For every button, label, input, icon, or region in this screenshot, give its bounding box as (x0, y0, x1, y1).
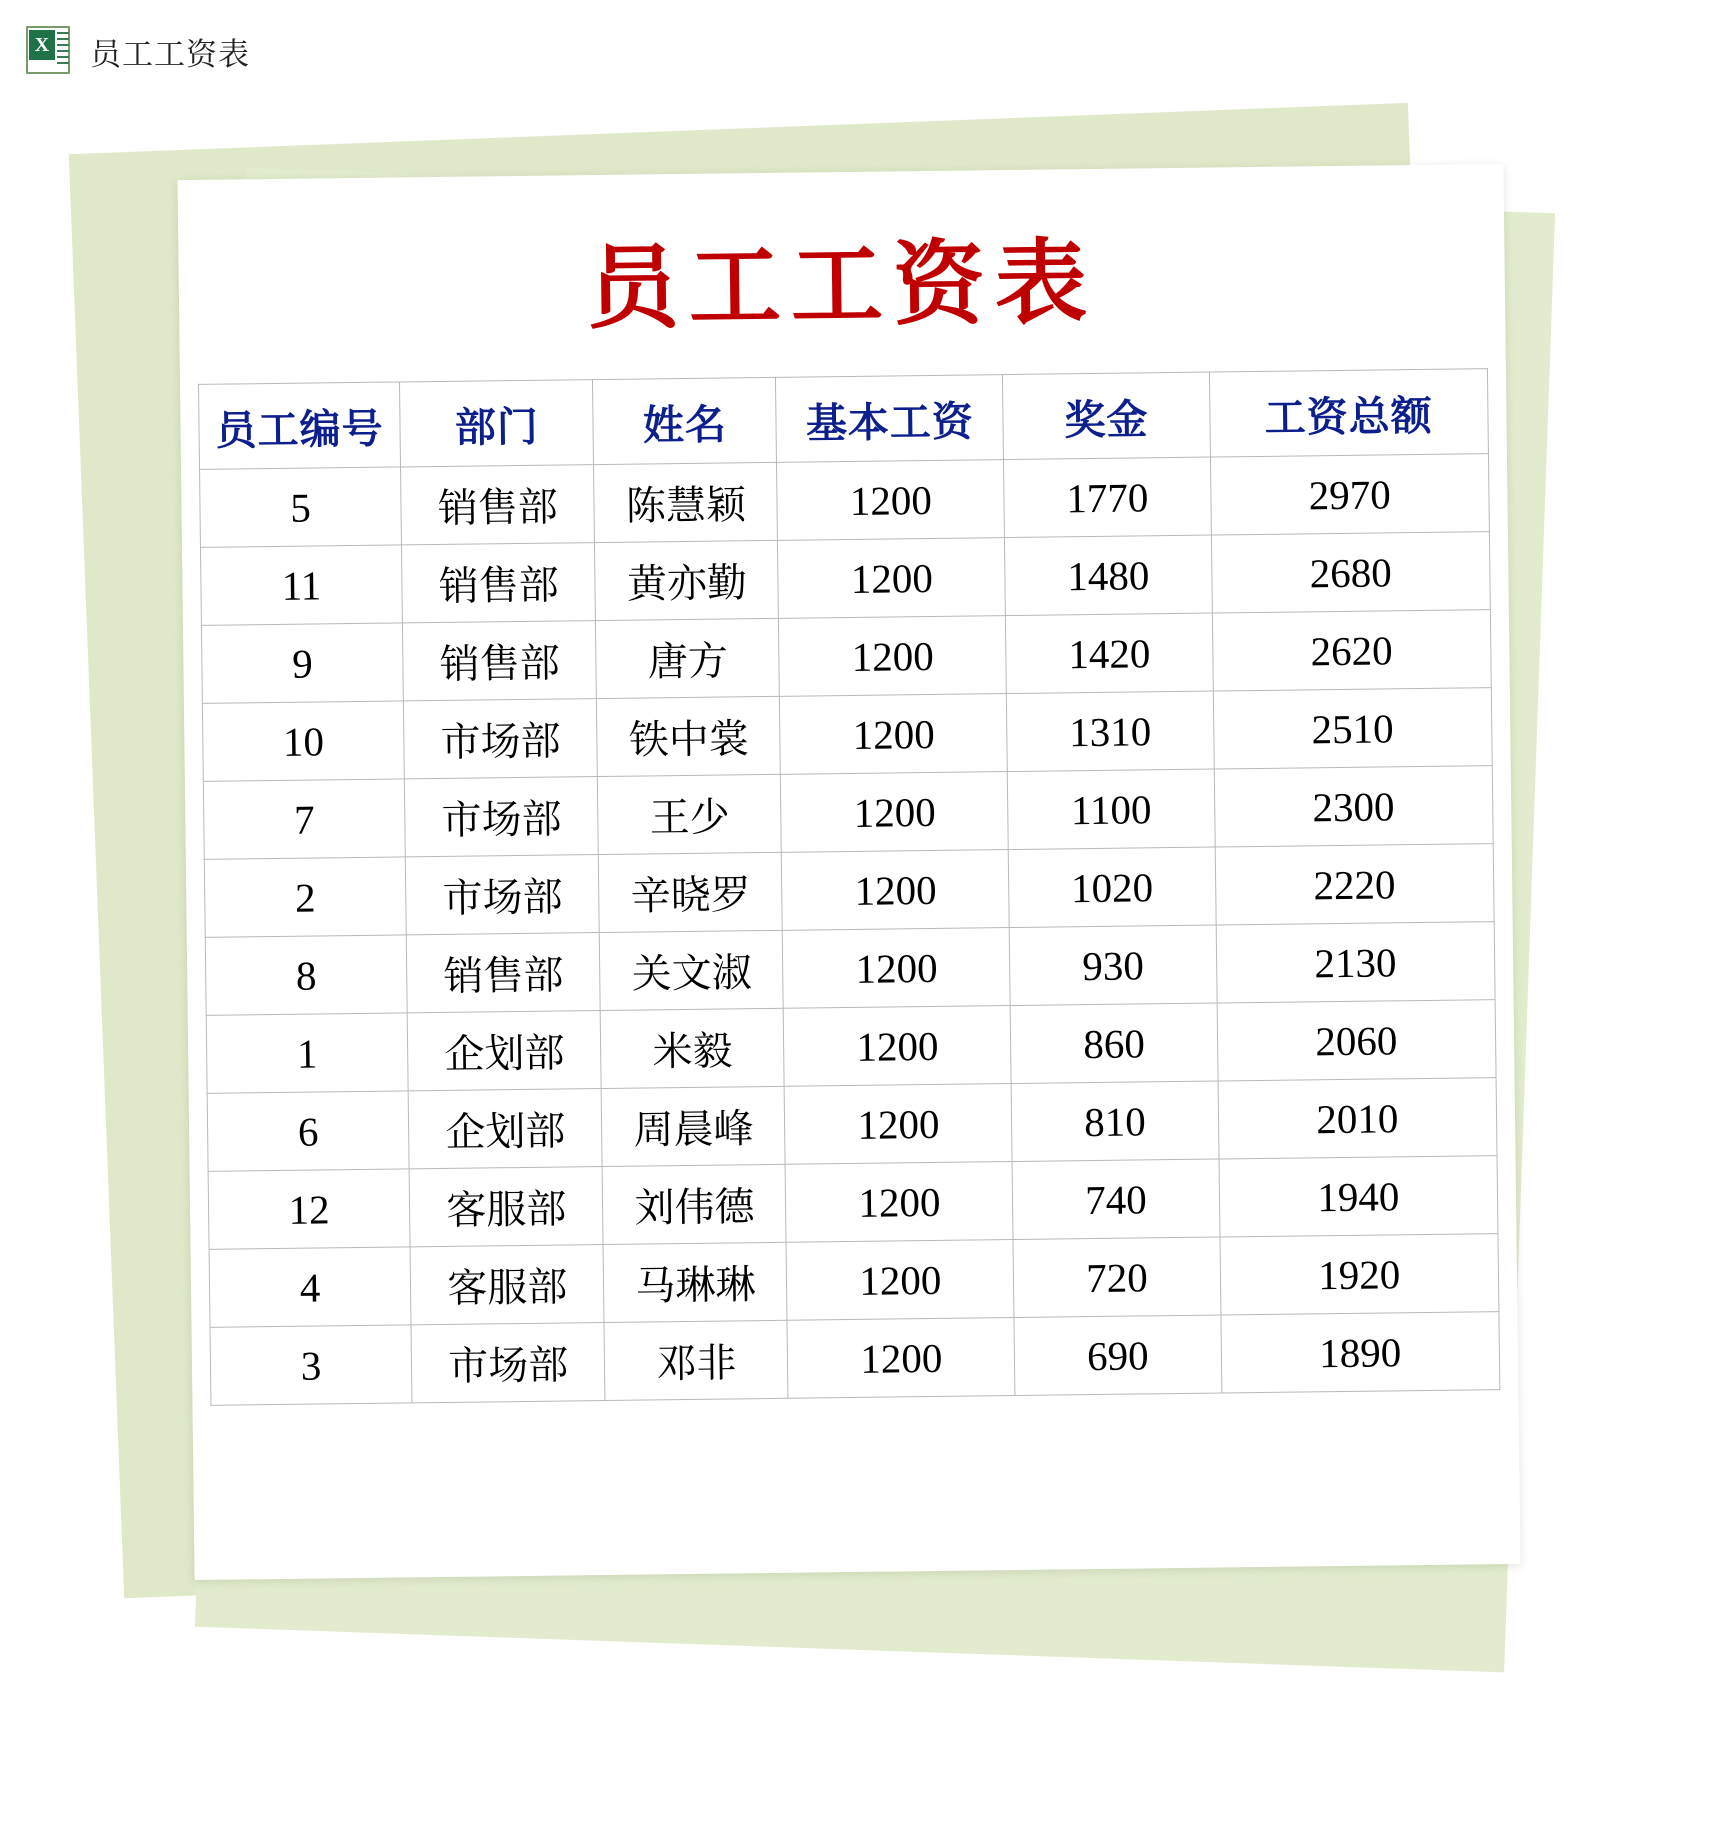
cell-department: 销售部 (402, 543, 596, 623)
cell-employee-id: 10 (202, 701, 404, 781)
cell-employee-id: 12 (208, 1169, 410, 1249)
cell-name: 米毅 (601, 1008, 785, 1088)
cell-base-salary: 1200 (786, 1240, 1014, 1321)
cell-department: 市场部 (403, 699, 597, 779)
cell-name: 铁中裳 (597, 696, 781, 776)
cell-department: 客服部 (409, 1167, 603, 1247)
cell-base-salary: 1200 (787, 1318, 1015, 1399)
cell-bonus: 860 (1010, 1003, 1217, 1084)
column-header-base-salary: 基本工资 (776, 375, 1004, 463)
window-title: 员工工资表 (90, 36, 250, 73)
cell-total: 2060 (1217, 1000, 1496, 1081)
cell-employee-id: 2 (204, 857, 406, 937)
sheet-title: 员工工资表 (586, 228, 1098, 343)
cell-name: 王少 (598, 774, 782, 854)
cell-name: 唐方 (596, 618, 780, 698)
cell-base-salary: 1200 (782, 850, 1010, 931)
cell-employee-id: 9 (201, 623, 403, 703)
cell-department: 市场部 (404, 777, 598, 857)
column-header-department: 部门 (400, 380, 594, 467)
cell-total: 2510 (1213, 688, 1492, 769)
cell-department: 企划部 (407, 1011, 601, 1091)
window-titlebar (0, 0, 1720, 102)
cell-bonus: 1100 (1008, 769, 1215, 850)
cell-total: 1920 (1220, 1234, 1499, 1315)
cell-department: 企划部 (408, 1089, 602, 1169)
cell-name: 邓非 (604, 1320, 788, 1400)
cell-employee-id: 5 (200, 467, 402, 547)
cell-employee-id: 1 (206, 1013, 408, 1093)
cell-bonus: 1310 (1007, 691, 1214, 772)
cell-base-salary: 1200 (784, 1006, 1012, 1087)
cell-employee-id: 8 (205, 935, 407, 1015)
cell-bonus: 810 (1011, 1081, 1218, 1162)
cell-name: 周晨峰 (602, 1086, 786, 1166)
cell-name: 刘伟德 (603, 1164, 787, 1244)
cell-base-salary: 1200 (781, 772, 1009, 853)
cell-bonus: 1020 (1009, 847, 1216, 928)
cell-department: 销售部 (401, 465, 595, 545)
cell-total: 2620 (1212, 610, 1491, 691)
cell-total: 1890 (1220, 1312, 1499, 1393)
cell-bonus: 720 (1013, 1237, 1220, 1318)
cell-name: 陈慧颖 (594, 462, 778, 542)
cell-employee-id: 3 (210, 1325, 412, 1405)
cell-name: 马琳琳 (603, 1242, 787, 1322)
table-header-row (198, 369, 1488, 470)
column-header-employee-id: 员工编号 (198, 382, 400, 469)
cell-name: 辛晓罗 (599, 852, 783, 932)
cell-department: 销售部 (406, 933, 600, 1013)
cell-bonus: 1770 (1004, 457, 1211, 538)
cell-department: 销售部 (403, 621, 597, 701)
cell-department: 市场部 (405, 855, 599, 935)
cell-base-salary: 1200 (777, 460, 1005, 541)
cell-bonus: 740 (1012, 1159, 1219, 1240)
column-header-name: 姓名 (593, 377, 777, 464)
salary-table (198, 368, 1500, 1406)
cell-employee-id: 11 (200, 545, 402, 625)
cell-name: 关文淑 (600, 930, 784, 1010)
cell-total: 2680 (1211, 532, 1490, 613)
cell-bonus: 1480 (1005, 535, 1212, 616)
cell-department: 市场部 (411, 1323, 605, 1403)
cell-bonus: 690 (1014, 1315, 1221, 1396)
cell-employee-id: 7 (203, 779, 405, 859)
cell-employee-id: 4 (209, 1247, 411, 1327)
cell-bonus: 930 (1010, 925, 1217, 1006)
cell-name: 黄亦勤 (595, 540, 779, 620)
cell-base-salary: 1200 (779, 616, 1007, 697)
cell-bonus: 1420 (1006, 613, 1213, 694)
cell-base-salary: 1200 (780, 694, 1008, 775)
cell-employee-id: 6 (207, 1091, 409, 1171)
cell-department: 客服部 (410, 1245, 604, 1325)
column-header-bonus: 奖金 (1003, 372, 1210, 460)
excel-file-icon (26, 26, 72, 76)
cell-total: 1940 (1219, 1156, 1498, 1237)
cell-base-salary: 1200 (786, 1162, 1014, 1243)
cell-total: 2130 (1216, 922, 1495, 1003)
excel-icon-lines (57, 32, 69, 66)
cell-total: 2300 (1214, 766, 1493, 847)
column-header-total-salary: 工资总额 (1209, 369, 1488, 457)
excel-x-letter: X (29, 30, 55, 60)
cell-base-salary: 1200 (778, 538, 1006, 619)
cell-total: 2010 (1218, 1078, 1497, 1159)
salary-sheet-card (177, 164, 1520, 1580)
cell-base-salary: 1200 (783, 928, 1011, 1009)
cell-total: 2220 (1215, 844, 1494, 925)
table-row (210, 1312, 1500, 1406)
cell-base-salary: 1200 (785, 1084, 1013, 1165)
cell-total: 2970 (1210, 454, 1489, 535)
